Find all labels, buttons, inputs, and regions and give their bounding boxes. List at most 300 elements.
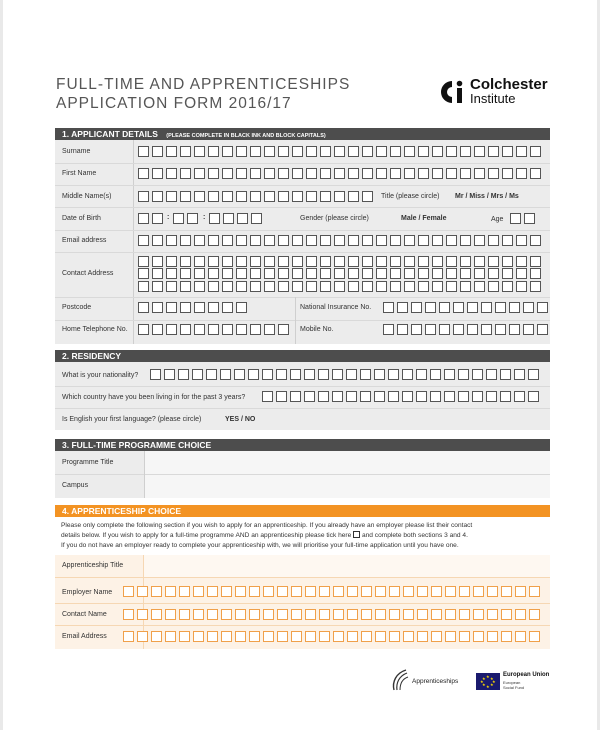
character-box[interactable] xyxy=(474,256,485,267)
character-box[interactable] xyxy=(439,302,450,313)
character-box[interactable] xyxy=(486,369,497,380)
character-box[interactable] xyxy=(236,256,247,267)
character-box[interactable] xyxy=(291,631,302,642)
character-box[interactable] xyxy=(151,631,162,642)
character-box[interactable] xyxy=(360,369,371,380)
address-line3-input[interactable] xyxy=(138,281,544,292)
character-box[interactable] xyxy=(425,302,436,313)
character-box[interactable] xyxy=(180,168,191,179)
character-box[interactable] xyxy=(361,609,372,620)
character-box[interactable] xyxy=(537,302,548,313)
character-box[interactable] xyxy=(416,391,427,402)
character-box[interactable] xyxy=(515,631,526,642)
character-box[interactable] xyxy=(453,324,464,335)
character-box[interactable] xyxy=(361,631,372,642)
character-box[interactable] xyxy=(390,146,401,157)
character-box[interactable] xyxy=(418,268,429,279)
character-box[interactable] xyxy=(488,146,499,157)
character-box[interactable] xyxy=(208,168,219,179)
character-box[interactable] xyxy=(495,324,506,335)
character-box[interactable] xyxy=(501,609,512,620)
character-box[interactable] xyxy=(180,302,191,313)
character-box[interactable] xyxy=(347,609,358,620)
character-box[interactable] xyxy=(221,609,232,620)
character-box[interactable] xyxy=(180,191,191,202)
nationality-input[interactable] xyxy=(150,369,542,380)
character-box[interactable] xyxy=(458,369,469,380)
character-box[interactable] xyxy=(488,281,499,292)
character-box[interactable] xyxy=(209,213,220,224)
character-box[interactable] xyxy=(208,268,219,279)
character-box[interactable] xyxy=(474,281,485,292)
character-box[interactable] xyxy=(222,268,233,279)
character-box[interactable] xyxy=(516,281,527,292)
character-box[interactable] xyxy=(248,369,259,380)
character-box[interactable] xyxy=(481,324,492,335)
character-box[interactable] xyxy=(488,168,499,179)
character-box[interactable] xyxy=(278,281,289,292)
character-box[interactable] xyxy=(383,324,394,335)
character-box[interactable] xyxy=(459,609,470,620)
age-input[interactable] xyxy=(510,213,538,224)
character-box[interactable] xyxy=(320,235,331,246)
character-box[interactable] xyxy=(236,146,247,157)
tick-both-checkbox[interactable] xyxy=(353,531,360,538)
character-box[interactable] xyxy=(180,256,191,267)
character-box[interactable] xyxy=(138,235,149,246)
character-box[interactable] xyxy=(502,256,513,267)
character-box[interactable] xyxy=(348,281,359,292)
character-box[interactable] xyxy=(277,631,288,642)
character-box[interactable] xyxy=(390,268,401,279)
character-box[interactable] xyxy=(152,256,163,267)
character-box[interactable] xyxy=(194,191,205,202)
character-box[interactable] xyxy=(388,369,399,380)
character-box[interactable] xyxy=(250,168,261,179)
character-box[interactable] xyxy=(460,235,471,246)
character-box[interactable] xyxy=(173,213,184,224)
mobile-input[interactable] xyxy=(383,324,551,335)
character-box[interactable] xyxy=(376,146,387,157)
first-name-input[interactable] xyxy=(138,168,544,179)
character-box[interactable] xyxy=(152,324,163,335)
character-box[interactable] xyxy=(439,324,450,335)
character-box[interactable] xyxy=(166,302,177,313)
character-box[interactable] xyxy=(180,324,191,335)
character-box[interactable] xyxy=(432,281,443,292)
character-box[interactable] xyxy=(472,391,483,402)
character-box[interactable] xyxy=(516,168,527,179)
character-box[interactable] xyxy=(276,391,287,402)
character-box[interactable] xyxy=(418,281,429,292)
character-box[interactable] xyxy=(403,586,414,597)
character-box[interactable] xyxy=(523,302,534,313)
character-box[interactable] xyxy=(305,586,316,597)
character-box[interactable] xyxy=(362,235,373,246)
character-box[interactable] xyxy=(179,609,190,620)
character-box[interactable] xyxy=(320,146,331,157)
character-box[interactable] xyxy=(488,235,499,246)
character-box[interactable] xyxy=(192,369,203,380)
character-box[interactable] xyxy=(208,146,219,157)
character-box[interactable] xyxy=(208,324,219,335)
character-box[interactable] xyxy=(278,256,289,267)
character-box[interactable] xyxy=(432,268,443,279)
character-box[interactable] xyxy=(487,586,498,597)
character-box[interactable] xyxy=(376,281,387,292)
character-box[interactable] xyxy=(473,631,484,642)
character-box[interactable] xyxy=(208,302,219,313)
character-box[interactable] xyxy=(403,609,414,620)
character-box[interactable] xyxy=(530,168,541,179)
character-box[interactable] xyxy=(320,268,331,279)
character-box[interactable] xyxy=(510,213,521,224)
character-box[interactable] xyxy=(348,168,359,179)
character-box[interactable] xyxy=(264,281,275,292)
character-box[interactable] xyxy=(446,268,457,279)
character-box[interactable] xyxy=(530,281,541,292)
character-box[interactable] xyxy=(376,256,387,267)
postcode-input[interactable] xyxy=(138,302,250,313)
character-box[interactable] xyxy=(262,369,273,380)
character-box[interactable] xyxy=(236,268,247,279)
character-box[interactable] xyxy=(347,631,358,642)
character-box[interactable] xyxy=(460,256,471,267)
character-box[interactable] xyxy=(390,256,401,267)
character-box[interactable] xyxy=(514,391,525,402)
character-box[interactable] xyxy=(474,268,485,279)
character-box[interactable] xyxy=(444,369,455,380)
character-box[interactable] xyxy=(375,586,386,597)
character-box[interactable] xyxy=(411,302,422,313)
character-box[interactable] xyxy=(360,391,371,402)
character-box[interactable] xyxy=(460,268,471,279)
character-box[interactable] xyxy=(208,256,219,267)
contact-name-input[interactable] xyxy=(123,609,543,620)
character-box[interactable] xyxy=(220,369,231,380)
character-box[interactable] xyxy=(376,268,387,279)
character-box[interactable] xyxy=(222,281,233,292)
character-box[interactable] xyxy=(123,631,134,642)
character-box[interactable] xyxy=(397,302,408,313)
character-box[interactable] xyxy=(292,168,303,179)
character-box[interactable] xyxy=(495,302,506,313)
character-box[interactable] xyxy=(262,391,273,402)
character-box[interactable] xyxy=(306,168,317,179)
character-box[interactable] xyxy=(500,369,511,380)
character-box[interactable] xyxy=(515,586,526,597)
character-box[interactable] xyxy=(320,168,331,179)
character-box[interactable] xyxy=(530,256,541,267)
character-box[interactable] xyxy=(390,168,401,179)
character-box[interactable] xyxy=(334,268,345,279)
character-box[interactable] xyxy=(431,609,442,620)
character-box[interactable] xyxy=(138,168,149,179)
character-box[interactable] xyxy=(333,631,344,642)
character-box[interactable] xyxy=(502,168,513,179)
character-box[interactable] xyxy=(235,609,246,620)
character-box[interactable] xyxy=(362,191,373,202)
character-box[interactable] xyxy=(306,256,317,267)
character-box[interactable] xyxy=(306,235,317,246)
character-box[interactable] xyxy=(432,235,443,246)
character-box[interactable] xyxy=(346,369,357,380)
character-box[interactable] xyxy=(404,235,415,246)
character-box[interactable] xyxy=(472,369,483,380)
character-box[interactable] xyxy=(509,324,520,335)
english-options[interactable]: YES / NO xyxy=(225,416,256,423)
character-box[interactable] xyxy=(151,609,162,620)
character-box[interactable] xyxy=(516,235,527,246)
character-box[interactable] xyxy=(516,146,527,157)
character-box[interactable] xyxy=(222,324,233,335)
character-box[interactable] xyxy=(362,281,373,292)
character-box[interactable] xyxy=(291,586,302,597)
character-box[interactable] xyxy=(236,168,247,179)
character-box[interactable] xyxy=(138,324,149,335)
character-box[interactable] xyxy=(292,268,303,279)
character-box[interactable] xyxy=(332,369,343,380)
character-box[interactable] xyxy=(319,586,330,597)
character-box[interactable] xyxy=(389,631,400,642)
character-box[interactable] xyxy=(179,586,190,597)
character-box[interactable] xyxy=(237,213,248,224)
character-box[interactable] xyxy=(194,281,205,292)
character-box[interactable] xyxy=(306,268,317,279)
character-box[interactable] xyxy=(528,369,539,380)
character-box[interactable] xyxy=(150,369,161,380)
character-box[interactable] xyxy=(236,191,247,202)
character-box[interactable] xyxy=(383,302,394,313)
character-box[interactable] xyxy=(165,631,176,642)
character-box[interactable] xyxy=(445,586,456,597)
character-box[interactable] xyxy=(516,256,527,267)
character-box[interactable] xyxy=(291,609,302,620)
character-box[interactable] xyxy=(388,391,399,402)
character-box[interactable] xyxy=(194,324,205,335)
character-box[interactable] xyxy=(432,146,443,157)
character-box[interactable] xyxy=(152,191,163,202)
character-box[interactable] xyxy=(179,631,190,642)
character-box[interactable] xyxy=(264,268,275,279)
character-box[interactable] xyxy=(263,631,274,642)
character-box[interactable] xyxy=(348,256,359,267)
character-box[interactable] xyxy=(404,268,415,279)
character-box[interactable] xyxy=(251,213,262,224)
character-box[interactable] xyxy=(320,191,331,202)
middle-names-input[interactable] xyxy=(138,191,376,202)
character-box[interactable] xyxy=(292,256,303,267)
character-box[interactable] xyxy=(223,213,234,224)
character-box[interactable] xyxy=(481,302,492,313)
title-options[interactable]: Mr / Miss / Mrs / Ms xyxy=(455,193,519,200)
character-box[interactable] xyxy=(180,235,191,246)
character-box[interactable] xyxy=(467,324,478,335)
character-box[interactable] xyxy=(222,168,233,179)
character-box[interactable] xyxy=(487,631,498,642)
character-box[interactable] xyxy=(290,369,301,380)
character-box[interactable] xyxy=(138,281,149,292)
character-box[interactable] xyxy=(487,609,498,620)
character-box[interactable] xyxy=(278,235,289,246)
character-box[interactable] xyxy=(502,235,513,246)
character-box[interactable] xyxy=(222,146,233,157)
character-box[interactable] xyxy=(234,369,245,380)
character-box[interactable] xyxy=(467,302,478,313)
home-tel-input[interactable] xyxy=(138,324,292,335)
character-box[interactable] xyxy=(500,391,511,402)
character-box[interactable] xyxy=(431,631,442,642)
character-box[interactable] xyxy=(346,391,357,402)
character-box[interactable] xyxy=(152,235,163,246)
character-box[interactable] xyxy=(166,168,177,179)
character-box[interactable] xyxy=(264,191,275,202)
character-box[interactable] xyxy=(502,146,513,157)
character-box[interactable] xyxy=(292,146,303,157)
character-box[interactable] xyxy=(537,324,548,335)
character-box[interactable] xyxy=(222,191,233,202)
character-box[interactable] xyxy=(416,369,427,380)
character-box[interactable] xyxy=(152,281,163,292)
character-box[interactable] xyxy=(374,391,385,402)
character-box[interactable] xyxy=(430,369,441,380)
character-box[interactable] xyxy=(249,609,260,620)
character-box[interactable] xyxy=(486,391,497,402)
character-box[interactable] xyxy=(152,268,163,279)
character-box[interactable] xyxy=(334,235,345,246)
character-box[interactable] xyxy=(138,146,149,157)
character-box[interactable] xyxy=(250,235,261,246)
character-box[interactable] xyxy=(306,146,317,157)
character-box[interactable] xyxy=(348,268,359,279)
character-box[interactable] xyxy=(529,631,540,642)
gender-options[interactable]: Male / Female xyxy=(401,215,447,222)
character-box[interactable] xyxy=(166,256,177,267)
character-box[interactable] xyxy=(417,631,428,642)
character-box[interactable] xyxy=(524,213,535,224)
character-box[interactable] xyxy=(305,609,316,620)
character-box[interactable] xyxy=(137,631,148,642)
character-box[interactable] xyxy=(334,191,345,202)
apprenticeship-title-input[interactable] xyxy=(144,555,550,577)
character-box[interactable] xyxy=(264,146,275,157)
character-box[interactable] xyxy=(474,168,485,179)
character-box[interactable] xyxy=(404,168,415,179)
character-box[interactable] xyxy=(374,369,385,380)
character-box[interactable] xyxy=(362,256,373,267)
character-box[interactable] xyxy=(137,609,148,620)
character-box[interactable] xyxy=(460,146,471,157)
character-box[interactable] xyxy=(236,235,247,246)
character-box[interactable] xyxy=(235,586,246,597)
character-box[interactable] xyxy=(333,609,344,620)
character-box[interactable] xyxy=(402,369,413,380)
character-box[interactable] xyxy=(250,324,261,335)
character-box[interactable] xyxy=(473,586,484,597)
character-box[interactable] xyxy=(501,631,512,642)
character-box[interactable] xyxy=(264,324,275,335)
character-box[interactable] xyxy=(152,213,163,224)
character-box[interactable] xyxy=(418,146,429,157)
character-box[interactable] xyxy=(389,586,400,597)
character-box[interactable] xyxy=(404,281,415,292)
character-box[interactable] xyxy=(263,609,274,620)
character-box[interactable] xyxy=(425,324,436,335)
character-box[interactable] xyxy=(306,281,317,292)
character-box[interactable] xyxy=(278,268,289,279)
address-line2-input[interactable] xyxy=(138,268,544,279)
character-box[interactable] xyxy=(276,369,287,380)
character-box[interactable] xyxy=(375,609,386,620)
programme-title-input[interactable] xyxy=(145,451,550,474)
ni-number-input[interactable] xyxy=(383,302,551,313)
character-box[interactable] xyxy=(137,586,148,597)
character-box[interactable] xyxy=(474,146,485,157)
character-box[interactable] xyxy=(318,369,329,380)
character-box[interactable] xyxy=(221,631,232,642)
dob-month-input[interactable] xyxy=(173,213,201,224)
character-box[interactable] xyxy=(292,281,303,292)
character-box[interactable] xyxy=(180,268,191,279)
character-box[interactable] xyxy=(389,609,400,620)
character-box[interactable] xyxy=(446,256,457,267)
character-box[interactable] xyxy=(277,586,288,597)
character-box[interactable] xyxy=(250,191,261,202)
character-box[interactable] xyxy=(207,586,218,597)
character-box[interactable] xyxy=(165,609,176,620)
character-box[interactable] xyxy=(404,256,415,267)
character-box[interactable] xyxy=(404,146,415,157)
character-box[interactable] xyxy=(166,268,177,279)
character-box[interactable] xyxy=(208,191,219,202)
character-box[interactable] xyxy=(138,256,149,267)
character-box[interactable] xyxy=(529,586,540,597)
character-box[interactable] xyxy=(165,586,176,597)
character-box[interactable] xyxy=(446,281,457,292)
character-box[interactable] xyxy=(509,302,520,313)
character-box[interactable] xyxy=(458,391,469,402)
character-box[interactable] xyxy=(402,391,413,402)
character-box[interactable] xyxy=(334,256,345,267)
character-box[interactable] xyxy=(166,281,177,292)
address-line1-input[interactable] xyxy=(138,256,544,267)
character-box[interactable] xyxy=(529,609,540,620)
character-box[interactable] xyxy=(304,369,315,380)
character-box[interactable] xyxy=(444,391,455,402)
character-box[interactable] xyxy=(208,235,219,246)
character-box[interactable] xyxy=(528,391,539,402)
character-box[interactable] xyxy=(180,146,191,157)
character-box[interactable] xyxy=(138,302,149,313)
character-box[interactable] xyxy=(319,609,330,620)
character-box[interactable] xyxy=(530,235,541,246)
character-box[interactable] xyxy=(376,168,387,179)
character-box[interactable] xyxy=(206,369,217,380)
character-box[interactable] xyxy=(361,586,372,597)
character-box[interactable] xyxy=(187,213,198,224)
character-box[interactable] xyxy=(362,268,373,279)
character-box[interactable] xyxy=(417,586,428,597)
character-box[interactable] xyxy=(249,586,260,597)
character-box[interactable] xyxy=(473,609,484,620)
character-box[interactable] xyxy=(453,302,464,313)
character-box[interactable] xyxy=(411,324,422,335)
character-box[interactable] xyxy=(334,281,345,292)
character-box[interactable] xyxy=(166,235,177,246)
character-box[interactable] xyxy=(502,281,513,292)
character-box[interactable] xyxy=(460,281,471,292)
character-box[interactable] xyxy=(221,586,232,597)
